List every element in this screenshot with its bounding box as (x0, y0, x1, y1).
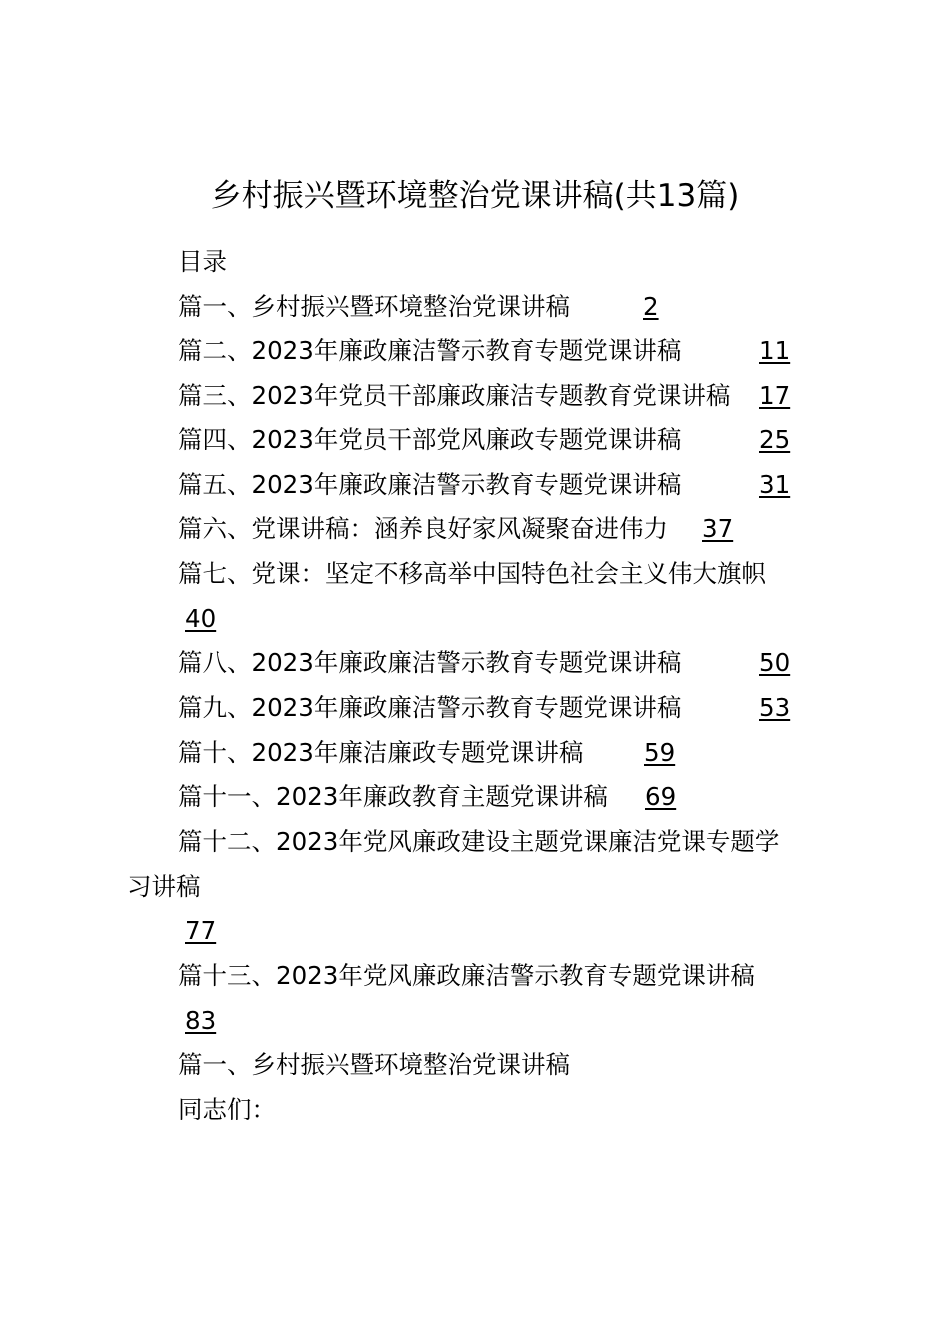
toc-entry[interactable] (178, 733, 583, 773)
toc-page-number[interactable]: 17 (759, 381, 791, 410)
toc-entry-label: 篇十二、2023年党风廉政建设主题党课廉洁党课专题学 (178, 827, 780, 856)
toc-page-number[interactable]: 50 (759, 648, 791, 677)
toc-heading: 目录 (178, 247, 227, 276)
toc-entry-label: 篇十三、2023年党风廉政廉洁警示教育专题党课讲稿 (178, 961, 755, 990)
toc-page-number[interactable]: 25 (759, 425, 791, 454)
toc-entry[interactable] (178, 956, 755, 996)
toc-page-number[interactable]: 37 (702, 514, 734, 543)
toc-page-number[interactable]: 69 (645, 782, 677, 811)
toc-entry-label: 篇四、2023年党员干部党风廉政专题党课讲稿 (178, 425, 682, 454)
toc-page-number[interactable]: 59 (644, 738, 676, 767)
toc-page-number[interactable]: 77 (185, 916, 217, 945)
salutation: 同志们： (178, 1095, 276, 1124)
toc-entry-label: 篇九、2023年廉政廉洁警示教育专题党课讲稿 (178, 693, 682, 722)
toc-page-number[interactable]: 53 (759, 693, 791, 722)
toc-entry[interactable] (178, 688, 681, 728)
toc-entry[interactable] (178, 554, 766, 594)
document-title: 乡村振兴暨环境整治党课讲稿(共13篇) (210, 178, 740, 214)
toc-entry[interactable] (178, 287, 570, 327)
toc-entry-label: 篇三、2023年党员干部廉政廉洁专题教育党课讲稿 (178, 381, 731, 410)
toc-entry-label: 篇二、2023年廉政廉洁警示教育专题党课讲稿 (178, 336, 682, 365)
toc-entry[interactable] (178, 420, 681, 460)
toc-entry[interactable] (178, 465, 681, 505)
toc-entry-label: 篇五、2023年廉政廉洁警示教育专题党课讲稿 (178, 470, 682, 499)
toc-entry-label: 篇一、乡村振兴暨环境整治党课讲稿 (178, 292, 570, 321)
toc-entry[interactable] (178, 777, 608, 817)
toc-page-number[interactable]: 40 (185, 604, 217, 633)
toc-entry[interactable] (178, 643, 681, 683)
toc-entry-label: 篇六、党课讲稿：涵养良好家风凝聚奋进伟力 (178, 514, 668, 543)
toc-page-number[interactable]: 31 (759, 470, 791, 499)
toc-entry-label: 习讲稿 (127, 872, 201, 901)
toc-entry[interactable] (178, 376, 730, 416)
toc-page-number[interactable]: 83 (185, 1006, 217, 1035)
section-heading: 篇一、乡村振兴暨环境整治党课讲稿 (178, 1050, 570, 1079)
toc-entry-label: 篇十、2023年廉洁廉政专题党课讲稿 (178, 738, 584, 767)
toc-entry-continuation[interactable] (127, 867, 201, 907)
toc-entry-label: 篇十一、2023年廉政教育主题党课讲稿 (178, 782, 608, 811)
toc-page-number[interactable]: 11 (759, 336, 791, 365)
toc-entry[interactable] (178, 331, 681, 371)
toc-entry[interactable] (178, 509, 668, 549)
toc-page-number[interactable]: 2 (643, 292, 659, 321)
toc-entry-label: 篇七、党课：坚定不移高举中国特色社会主义伟大旗帜 (178, 559, 766, 588)
toc-entry-label: 篇八、2023年廉政廉洁警示教育专题党课讲稿 (178, 648, 682, 677)
toc-entry[interactable] (178, 822, 779, 862)
